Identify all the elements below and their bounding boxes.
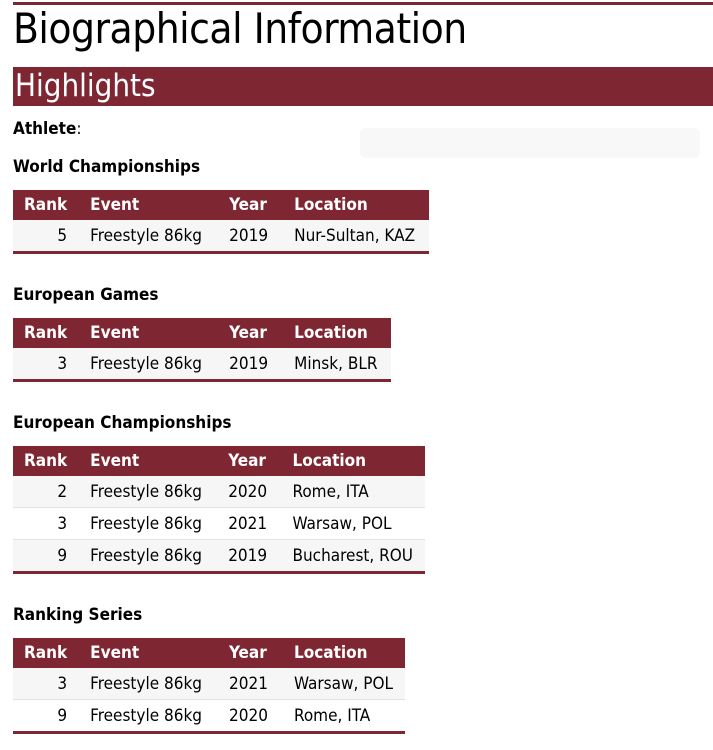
column-header-rank: Rank: [13, 190, 79, 220]
cell-year: 2020: [217, 476, 281, 508]
cell-location: Bucharest, ROU: [281, 540, 425, 573]
cell-location: Rome, ITA: [283, 700, 405, 733]
column-header-event: Event: [79, 446, 217, 476]
column-header-location: Location: [283, 318, 391, 348]
column-header-year: Year: [218, 190, 283, 220]
column-header-year: Year: [217, 446, 281, 476]
cell-year: 2020: [218, 700, 283, 733]
column-header-year: Year: [218, 318, 283, 348]
cell-event: Freestyle 86kg: [79, 700, 218, 733]
athlete-label: Athlete: [13, 119, 77, 139]
cell-rank: 5: [13, 220, 79, 253]
cell-location: Rome, ITA: [281, 476, 425, 508]
table-header-row: [13, 190, 429, 220]
competition-title-european-championships: European Championships: [13, 413, 232, 433]
athlete-separator: :: [76, 119, 82, 139]
column-header-event: Event: [79, 190, 218, 220]
table-row: [13, 348, 391, 381]
table-row: [13, 668, 405, 700]
column-header-event: Event: [79, 638, 218, 668]
cell-rank: 9: [13, 540, 79, 573]
cell-rank: 3: [13, 508, 79, 540]
table-header-row: [13, 446, 425, 476]
cell-rank: 9: [13, 700, 79, 733]
competition-title-world-championships: World Championships: [13, 157, 201, 177]
cell-location: Minsk, BLR: [283, 348, 391, 381]
column-header-location: Location: [281, 446, 425, 476]
cell-year: 2019: [217, 540, 281, 573]
results-table-world-championships: [13, 190, 429, 254]
cell-event: Freestyle 86kg: [79, 348, 218, 381]
table-header-row: [13, 638, 405, 668]
table-row: [13, 476, 425, 508]
results-table-european-championships: [13, 446, 425, 574]
column-header-location: Location: [283, 638, 405, 668]
competition-title-ranking-series: Ranking Series: [13, 605, 143, 625]
cell-event: Freestyle 86kg: [79, 540, 217, 573]
column-header-location: Location: [283, 190, 429, 220]
cell-rank: 3: [13, 668, 79, 700]
cell-year: 2021: [218, 668, 283, 700]
column-header-year: Year: [218, 638, 283, 668]
table-row: [13, 508, 425, 540]
cell-year: 2019: [218, 220, 283, 253]
column-header-event: Event: [79, 318, 218, 348]
results-table-european-games: [13, 318, 391, 382]
cell-year: 2021: [217, 508, 281, 540]
table-header-row: [13, 318, 391, 348]
column-header-rank: Rank: [13, 318, 79, 348]
page-title: Biographical Information: [13, 4, 467, 53]
cell-event: Freestyle 86kg: [79, 220, 218, 253]
results-table-ranking-series: [13, 638, 405, 734]
table-row: [13, 220, 429, 253]
cell-location: Warsaw, POL: [281, 508, 425, 540]
cell-location: Warsaw, POL: [283, 668, 405, 700]
cell-event: Freestyle 86kg: [79, 668, 218, 700]
competition-title-european-games: European Games: [13, 285, 159, 305]
faded-background-text: [360, 128, 700, 158]
section-banner-highlights: Highlights: [13, 67, 713, 106]
cell-rank: 3: [13, 348, 79, 381]
column-header-rank: Rank: [13, 446, 79, 476]
cell-event: Freestyle 86kg: [79, 508, 217, 540]
table-row: [13, 540, 425, 573]
table-row: [13, 700, 405, 733]
column-header-rank: Rank: [13, 638, 79, 668]
cell-rank: 2: [13, 476, 79, 508]
cell-event: Freestyle 86kg: [79, 476, 217, 508]
cell-location: Nur-Sultan, KAZ: [283, 220, 429, 253]
cell-year: 2019: [218, 348, 283, 381]
athlete-line: [13, 118, 82, 140]
